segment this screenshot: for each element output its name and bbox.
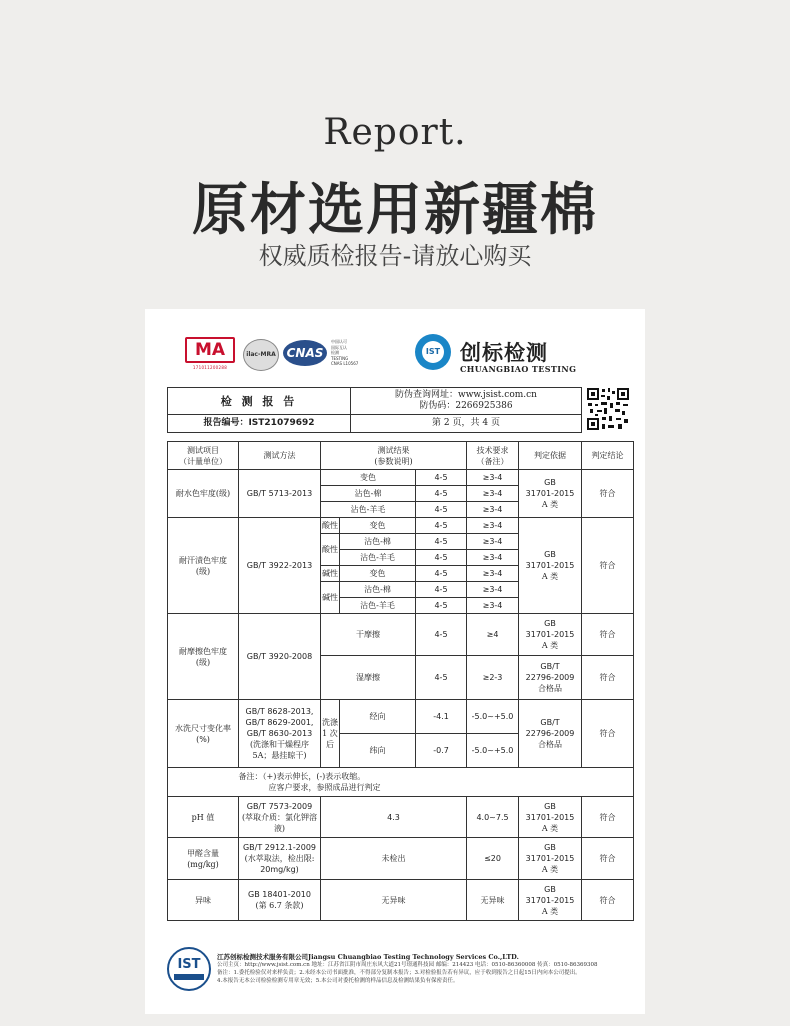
header-item: 测试项目 （计量单位） [168, 442, 239, 470]
remark-row [168, 768, 634, 797]
value-cell: 4.3 [321, 797, 467, 838]
footer-note: 备注：1.委托检验仅对来样负责；2.未经本公司书面批准，不得部分复制本报告；3.对检验报告若有异议，应于收到报告之日起15日内向本公司提出。 [217, 970, 581, 976]
req-cell: ≥3-4 [467, 518, 519, 534]
ph-basis: GB 31701-2015 A 类 [519, 797, 582, 838]
value-cell: 4-5 [416, 566, 467, 582]
value-cell: 未检出 [321, 838, 467, 880]
report-title: 检 测 报 告 [168, 388, 351, 415]
water-conclusion: 符合 [582, 470, 634, 518]
water-item: 耐水色牢度(级) [168, 470, 239, 518]
cnas-logo: CNAS [283, 340, 327, 366]
odor-method: GB 18401-2010 (第 6.7 条款) [239, 880, 321, 921]
ist-logo-icon [415, 334, 451, 370]
report-number: 报告编号：IST21079692 [168, 415, 351, 433]
odor-item: 异味 [168, 880, 239, 921]
value-cell: 4-5 [416, 582, 467, 598]
param-cell: 变色 [340, 518, 416, 534]
sweat-item: 耐汗渍色牢度 (级) [168, 518, 239, 614]
param-cell: 纬向 [340, 734, 416, 768]
param-cell: 沾色-棉 [321, 486, 416, 502]
value-cell: 4-5 [416, 550, 467, 566]
table-header-row [168, 442, 634, 470]
sweat-basis: GB 31701-2015 A 类 [519, 518, 582, 614]
req-cell: -5.0~+5.0 [467, 700, 519, 734]
req-cell: ≥3-4 [467, 598, 519, 614]
alkali-label: 碱性 [321, 566, 340, 582]
water-basis: GB 31701-2015 A 类 [519, 470, 582, 518]
table-row [168, 880, 634, 921]
req-cell: ≤20 [467, 838, 519, 880]
rub-method: GB/T 3920-2008 [239, 614, 321, 700]
footer-text [217, 953, 632, 985]
test-results-table [167, 441, 634, 921]
req-cell: -5.0~+5.0 [467, 734, 519, 768]
header-requirement: 技术要求 （备注） [467, 442, 519, 470]
conclusion-cell: 符合 [582, 880, 634, 921]
qr-code-icon [586, 387, 630, 431]
cma-label: MA [185, 337, 235, 363]
water-method: GB/T 5713-2013 [239, 470, 321, 518]
value-cell: 无异味 [321, 880, 467, 921]
rub-dry-basis: GB 31701-2015 A 类 [519, 614, 582, 656]
cma-logo [185, 337, 235, 369]
value-cell: 4-5 [416, 534, 467, 550]
table-row [168, 838, 634, 880]
report-query: 防伪查询网址：www.jsist.com.cn 防伪码：2266925386 [351, 388, 582, 415]
wash-basis: GB/T 22796-2009 合格品 [519, 700, 582, 768]
ph-item: pH 值 [168, 797, 239, 838]
req-cell: ≥4 [467, 614, 519, 656]
report-paper [145, 309, 645, 1014]
req-cell: ≥2-3 [467, 656, 519, 700]
remark-cell: 备注：（+)表示伸长，(-)表示收缩。 应客户要求，参照成品进行判定 [239, 768, 634, 797]
param-cell: 变色 [340, 566, 416, 582]
req-cell: ≥3-4 [467, 566, 519, 582]
page-info: 第 2 页，共 4 页 [351, 415, 582, 433]
wash-method: GB/T 8628-2013, GB/T 8629-2001, GB/T 8630-2013 (洗涤和干燥程序 5A；悬挂晾干) [239, 700, 321, 768]
cnas-caption: 中国认可 国际互认 检测 TESTING CNAS L10567 [331, 339, 359, 366]
param-cell: 变色 [321, 470, 416, 486]
value-cell: 4-5 [416, 502, 467, 518]
table-row [168, 614, 634, 656]
header-basis: 判定依据 [519, 442, 582, 470]
sweat-conclusion: 符合 [582, 518, 634, 614]
req-cell: ≥3-4 [467, 582, 519, 598]
req-cell: ≥3-4 [467, 486, 519, 502]
table-row [168, 470, 634, 486]
value-cell: -4.1 [416, 700, 467, 734]
cma-number: 171011200288 [192, 365, 228, 370]
conclusion-cell: 符合 [582, 656, 634, 700]
footer-company: 江苏创标检测技术服务有限公司Jiangsu Chuangbiao Testing Technology Services Co.,LTD. [217, 953, 519, 961]
param-cell: 沾色-棉 [340, 534, 416, 550]
req-cell: 4.0~7.5 [467, 797, 519, 838]
company-name-cn: 创标检测 [460, 341, 548, 365]
footer-logo-label: IST [177, 957, 201, 972]
header-subtitle: 权威质检报告-请放心购买 [258, 242, 532, 270]
req-cell: ≥3-4 [467, 550, 519, 566]
value-cell: -0.7 [416, 734, 467, 768]
table-row [168, 700, 634, 734]
value-cell: 4-5 [416, 518, 467, 534]
wash-item: 水洗尺寸变化率 (%) [168, 700, 239, 768]
header-en-title: Report. [323, 112, 467, 153]
wash-note: 洗涤 1 次 后 [321, 700, 340, 768]
footer-note-2: 4.本报告无本公司检验检测专用章无效；5.本公司对委托检测的样品信息及检测结果负有保密责任。 [217, 978, 459, 984]
value-cell: 4-5 [416, 656, 467, 700]
report-info-table [167, 387, 582, 433]
acid-label: 酸性 [321, 534, 340, 566]
formaldehyde-basis: GB 31701-2015 A 类 [519, 838, 582, 880]
param-cell: 沾色-羊毛 [340, 550, 416, 566]
param-cell: 湿摩擦 [321, 656, 416, 700]
req-cell: ≥3-4 [467, 470, 519, 486]
conclusion-cell: 符合 [582, 797, 634, 838]
header-method: 测试方法 [239, 442, 321, 470]
header-conclusion: 判定结论 [582, 442, 634, 470]
wash-conclusion: 符合 [582, 700, 634, 768]
value-cell: 4-5 [416, 614, 467, 656]
ilac-logo: ilac-MRA [243, 339, 279, 371]
param-cell: 沾色-羊毛 [321, 502, 416, 518]
req-cell: ≥3-4 [467, 502, 519, 518]
param-cell: 干摩擦 [321, 614, 416, 656]
param-cell: 沾色-羊毛 [340, 598, 416, 614]
table-row [168, 518, 634, 534]
param-cell: 沾色-棉 [340, 582, 416, 598]
req-cell: 无异味 [467, 880, 519, 921]
table-row [168, 797, 634, 838]
ph-method: GB/T 7573-2009 (萃取介质：氯化钾溶 液) [239, 797, 321, 838]
sweat-method: GB/T 3922-2013 [239, 518, 321, 614]
alkali-label: 碱性 [321, 582, 340, 614]
formaldehyde-method: GB/T 2912.1-2009 (水萃取法，检出限: 20mg/kg) [239, 838, 321, 880]
header-result: 测试结果 (参数说明) [321, 442, 467, 470]
value-cell: 4-5 [416, 470, 467, 486]
value-cell: 4-5 [416, 486, 467, 502]
ist-logo-label: IST [422, 341, 444, 363]
acid-label: 酸性 [321, 518, 340, 534]
req-cell: ≥3-4 [467, 534, 519, 550]
formaldehyde-item: 甲醛含量 (mg/kg) [168, 838, 239, 880]
footer-contact: 公司主页：http://www.jsist.com.cn 地址：江苏省江阴市周庄东风大道21号璟通科技园 邮编：214423 电话：0510-86360008 传真：0510-86369308 [217, 962, 598, 968]
company-name-en: CHUANGBIAO TESTING [460, 364, 577, 374]
rub-item: 耐摩擦色牢度 (级) [168, 614, 239, 700]
value-cell: 4-5 [416, 598, 467, 614]
conclusion-cell: 符合 [582, 838, 634, 880]
rub-wet-basis: GB/T 22796-2009 合格品 [519, 656, 582, 700]
param-cell: 经向 [340, 700, 416, 734]
odor-basis: GB 31701-2015 A 类 [519, 880, 582, 921]
footer-ist-logo [167, 947, 211, 991]
conclusion-cell: 符合 [582, 614, 634, 656]
header-cn-title: 原材选用新疆棉 [192, 178, 598, 243]
